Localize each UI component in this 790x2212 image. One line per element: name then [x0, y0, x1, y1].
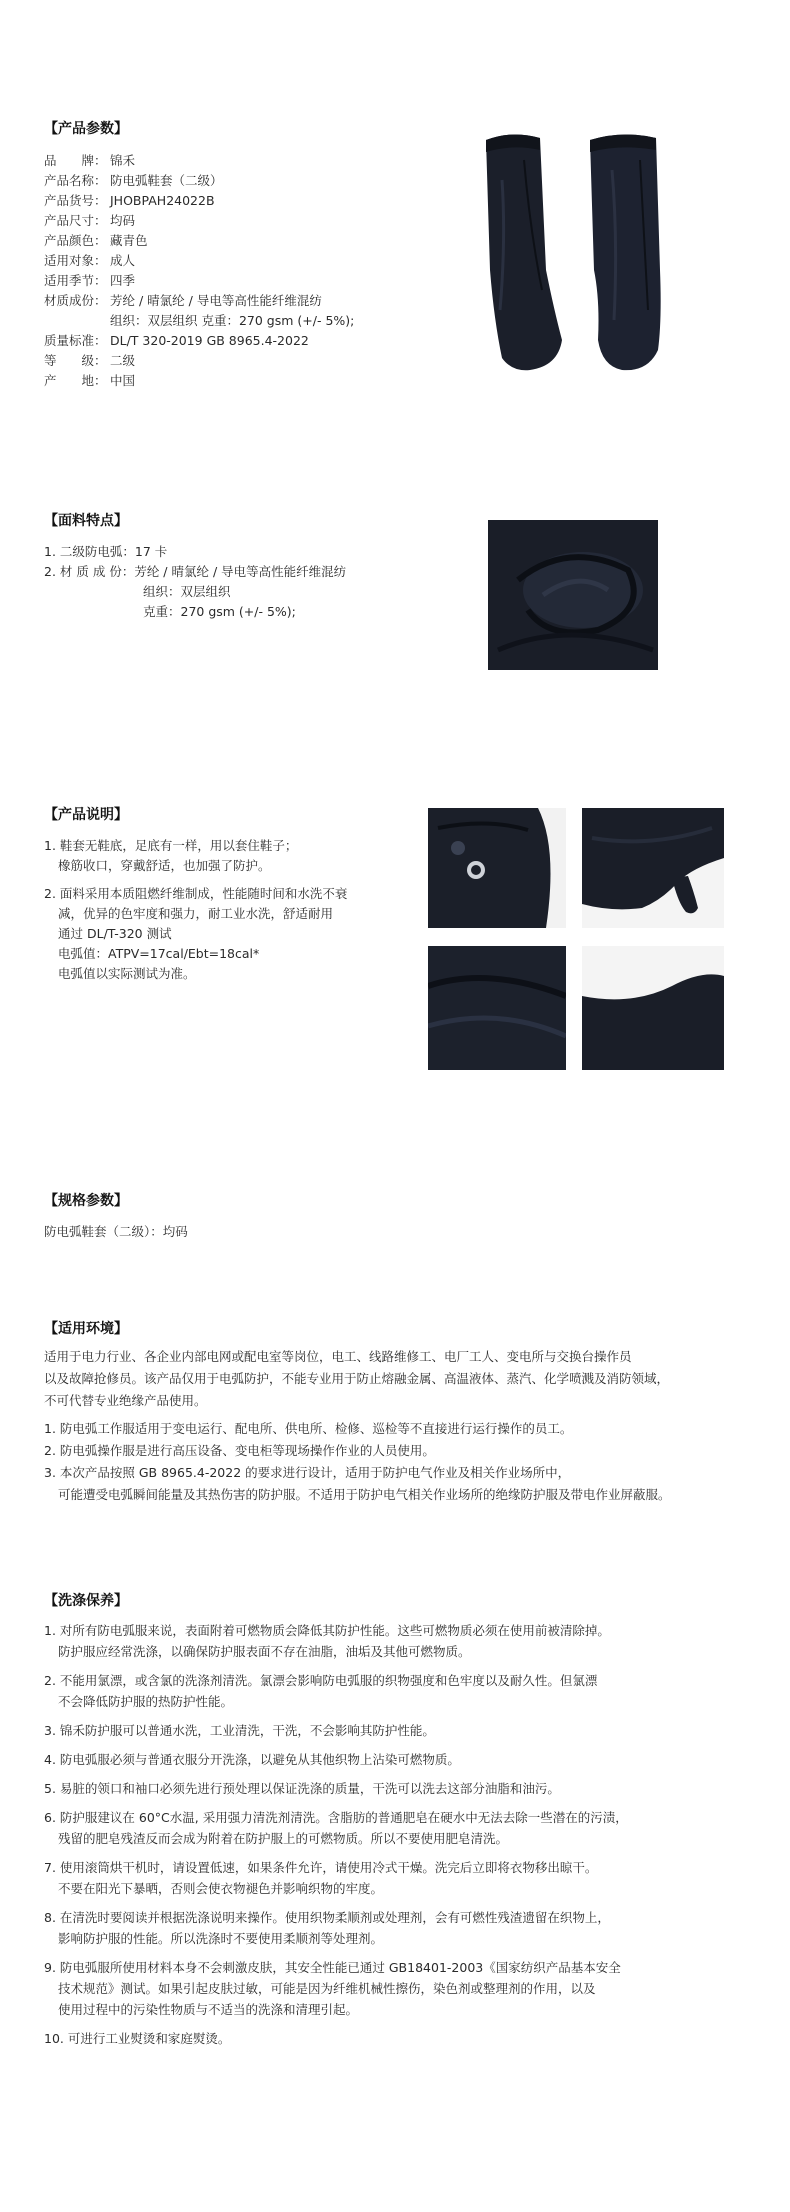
param-row: 产品颜色： 藏青色 — [44, 233, 148, 248]
param-row: 材质成份： 芳纶 / 晴氯纶 / 导电等高性能纤维混纺 — [44, 293, 322, 308]
sole-detail-image — [582, 808, 724, 928]
param-row: 产品尺寸： 均码 — [44, 213, 136, 228]
fabric-line: 2. 材 质 成 份：芳纶 / 晴氯纶 / 导电等高性能纤维混纺 — [44, 564, 347, 579]
description-line: 电弧值：ATPV=17cal/Ebt=18cal* — [58, 946, 260, 961]
description-line: 电弧值以实际测试为准。 — [58, 966, 196, 981]
detail-photo-fabric-fold — [428, 946, 566, 1070]
param-row: 适用季节： 四季 — [44, 273, 136, 288]
detail-photo-cuff — [428, 808, 566, 928]
detail-photo-edge — [582, 946, 724, 1070]
param-row: 产品名称： 防电弧鞋套（二级） — [44, 173, 223, 188]
care-list: 1. 对所有防电弧服来说，表面附着可燃物质会降低其防护性能。这些可燃物质必须在使用前被清除掉。 防护服应经常洗涤，以确保防护服表面不存在油脂，油垢及其他可燃物质。 2. 不能用氯漂，或含氯的洗涤剂清洗。氯漂会影响防电弧服的织物强度和色牢度以及耐久性。但氯漂 不会降低防护服的热防护性能。 3. 锦禾防护服可以普通水洗，工业清洗，干洗，不会影响其防护性能。 4. 防电弧服必须与普通衣服分开洗涤，以避免从其他织物上沾染可燃物质。 5. 易脏的领口和袖口必须先进行预处理以保证洗涤的质量，干洗可以洗去这部分油脂和油污。 6. 防护服建议在 60°C水温, 采用强力清洗剂清洗。含脂肪的普通肥皂在硬水中无法去除一些潜在的污渍， 残留的肥皂残渣反而会成为附着在防护服上的可燃物质。所以不要使用肥皂清洗。 7. 使用滚筒烘干机时，请设置低速，如果条件允许，请使用冷式干燥。洗完后立即将衣物移出晾干。 不要在阳光下暴晒，否则会使衣物褪色并影响织物的牢度。 8. 在清洗时要阅读并根据洗涤说明来操作。使用织物柔顺剂或处理剂，会有可燃性残渣遗留在织物上， 影响防护服的性能。所以洗涤时不要使用柔顺剂等处理剂。 9. 防电弧服所使用材料本身不会刺激皮肤，其安全性能已通过 GB18401-2003《国家纺织产品基本安全 技术规范》测试。如果引起皮肤过敏，可能是因为纤维机械性擦伤，染色剂或整理剂的作用，以及 使用过程中的污染性物质与不适当的洗涤和清理引起。 10. 可进行工业熨烫和家庭熨烫。 — [44, 1620, 628, 2049]
section-title-fabric: 【面料特点】 — [44, 513, 128, 529]
description-line: 橡筋收口，穿戴舒适，也加强了防护。 — [58, 858, 271, 873]
care-item: 5. 易脏的领口和袖口必须先进行预处理以保证洗涤的质量，干洗可以洗去这部分油脂和油污。 — [44, 1781, 560, 1796]
care-item: 10. 可进行工业熨烫和家庭熨烫。 — [44, 2031, 231, 2046]
section-title-params: 【产品参数】 — [44, 121, 128, 137]
param-row: 品 牌： 锦禾 — [44, 153, 136, 168]
param-row: 适用对象： 成人 — [44, 253, 136, 268]
param-row: 组织：双层组织 克重：270 gsm (+/- 5%); — [110, 313, 355, 328]
param-row: 质量标准： DL/T 320-2019 GB 8965.4-2022 — [44, 333, 309, 348]
care-item: 6. 防护服建议在 60°C水温, 采用强力清洗剂清洗。含脂肪的普通肥皂在硬水中无法去除一些潜在的污渍， — [44, 1810, 628, 1825]
care-item: 3. 锦禾防护服可以普通水洗，工业清洗，干洗，不会影响其防护性能。 — [44, 1723, 435, 1738]
description-line: 1. 鞋套无鞋底，足底有一样，用以套住鞋子； — [44, 838, 298, 853]
environment-items: 1. 防电弧工作服适用于变电运行、配电所、供电所、检修、巡检等不直接进行运行操作的员工。 2. 防电弧操作服是进行高压设备、变电柜等现场操作作业的人员使用。 3. 本次产品按照 GB 8965.4-2022 的要求进行设计，适用于防护电气作业及相关作业场所中， 可能遭受电弧瞬间能量及其热伤害的防护服。不适用于防护电气相关作业场所的绝缘防护服及带电作业屏蔽服。 — [44, 1421, 671, 1502]
spec-text: 防电弧鞋套（二级）：均码 — [44, 1224, 188, 1239]
care-item: 1. 对所有防电弧服来说，表面附着可燃物质会降低其防护性能。这些可燃物质必须在使用前被清除掉。 — [44, 1623, 610, 1638]
fabric-texture-image — [488, 520, 658, 670]
description-line: 2. 面料采用本质阻燃纤维制成，性能随时间和水洗不衰 — [44, 886, 348, 901]
care-item: 7. 使用滚筒烘干机时，请设置低速，如果条件允许，请使用冷式干燥。洗完后立即将衣物移出晾干。 — [44, 1860, 598, 1875]
description-line: 通过 DL/T-320 测试 — [58, 926, 172, 941]
description-line: 减，优异的色牢度和强力，耐工业水洗，舒适耐用 — [58, 906, 334, 921]
section-title-spec: 【规格参数】 — [44, 1193, 128, 1209]
product-photo — [472, 120, 684, 382]
param-row: 等 级： 二级 — [44, 353, 136, 368]
detail-photo-sole — [582, 808, 724, 928]
fabric-line: 1. 二级防电弧：17 卡 — [44, 544, 168, 559]
care-item: 4. 防电弧服必须与普通衣服分开洗涤，以避免从其他织物上沾染可燃物质。 — [44, 1752, 460, 1767]
shoe-covers-image — [472, 120, 684, 382]
param-row: 产品货号： JHOBPAH24022B — [44, 193, 215, 208]
param-row: 产 地： 中国 — [44, 373, 136, 388]
fabric-line: 组织：双层组织 — [143, 584, 231, 599]
care-item: 2. 不能用氯漂，或含氯的洗涤剂清洗。氯漂会影响防电弧服的织物强度和色牢度以及耐久性。但氯漂 — [44, 1673, 598, 1688]
section-title-care: 【洗涤保养】 — [44, 1593, 128, 1609]
edge-detail-image — [582, 946, 724, 1070]
fabric-closeup-photo — [488, 520, 658, 670]
care-item: 8. 在清洗时要阅读并根据洗涤说明来操作。使用织物柔顺剂或处理剂，会有可燃性残渣遗留在织物上， — [44, 1910, 610, 1925]
fabric-fold-image — [428, 946, 566, 1070]
care-item: 9. 防电弧服所使用材料本身不会刺激皮肤，其安全性能已通过 GB18401-2003《国家纺织产品基本安全 — [44, 1960, 621, 1975]
section-title-environment: 【适用环境】 — [44, 1321, 128, 1337]
section-title-description: 【产品说明】 — [44, 807, 128, 823]
cuff-detail-image — [428, 808, 566, 928]
environment-intro: 适用于电力行业、各企业内部电网或配电室等岗位，电工、线路维修工、电厂工人、变电所与交换台操作员 以及故障抢修员。该产品仅用于电弧防护，不能专业用于防止熔融金属、高温液体、蒸汽、化学喷溅及消防领域， 不可代替专业绝缘产品使用。 — [44, 1349, 670, 1408]
fabric-line: 克重：270 gsm (+/- 5%); — [143, 604, 296, 619]
